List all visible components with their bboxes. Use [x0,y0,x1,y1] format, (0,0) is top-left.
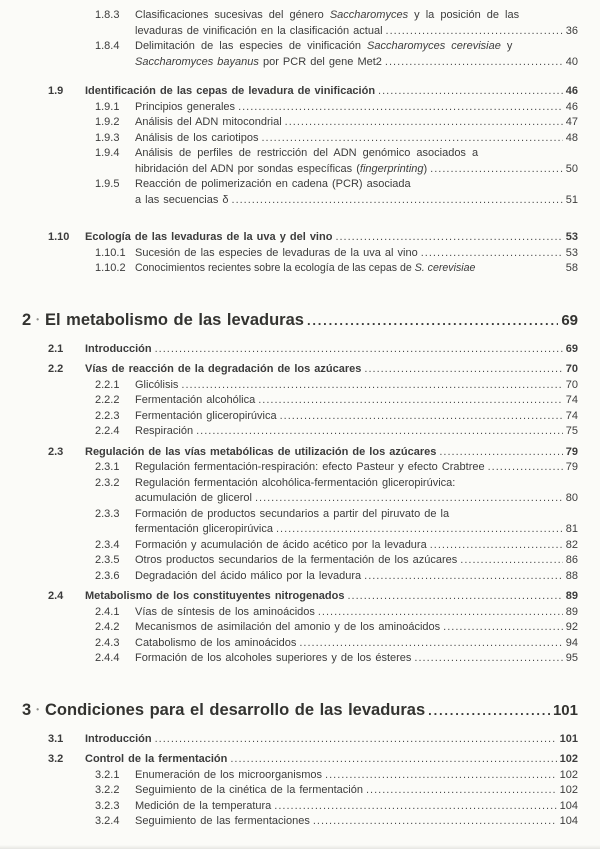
toc-entry-row [0,605,600,621]
entry-number: 1.9.1 [95,100,120,113]
page-number: 58 [565,262,578,274]
toc-entry-row [0,393,600,409]
toc-entry-row [0,342,600,358]
page-number: 40 [565,55,578,68]
toc-entry-row [0,553,600,569]
toc-entry-continuation-row [0,491,600,507]
page-number: 36 [565,24,578,37]
page-number: 50 [565,162,578,175]
dot-leader [488,460,563,476]
page-number: 102 [559,784,578,796]
toc-entry-row [0,84,600,100]
entry-number: 1.9.5 [95,178,120,190]
page-number: 47 [565,116,578,128]
toc-entry-2.2 [0,362,600,378]
toc-entry-1.8.3 [0,8,600,39]
toc-entry-continuation-row [0,522,600,538]
entry-title: levaduras de vinificación en la clasificación actual [135,24,383,37]
toc-entry-row [0,309,600,332]
entry-title: Introducción [85,732,152,745]
dot-leader [385,55,563,71]
entry-title: Delimitación de las especies de vinificación Saccharomyces cerevisiae y [135,40,513,52]
dot-leader [414,651,562,667]
toc-entry-row [0,460,600,476]
toc-entry-1.9.2 [0,115,600,131]
toc-entry-2.2.2 [0,393,600,409]
dot-leader [325,768,557,784]
toc-entry-3.2.1 [0,768,600,784]
toc-entry-2.4.4 [0,651,600,667]
page-number: 46 [565,100,578,113]
entry-title: Conocimientos recientes sobre la ecología de las cepas de S. cerevisiae [135,262,476,274]
entry-number: 2.2.2 [95,394,120,406]
toc-entry-row [0,8,600,24]
toc-entry-row [0,799,600,815]
toc-entry-row [0,409,600,425]
page-number: 80 [565,492,578,504]
toc-entry-row [0,589,600,605]
entry-title: Análisis de los cariotipos [135,131,259,144]
entry-number: 2.2.4 [95,425,120,437]
dot-leader [428,699,550,722]
toc-entry-row [0,768,600,784]
dot-leader [280,409,563,425]
entry-number: 2 [22,310,32,329]
dot-leader [335,230,562,246]
toc-entry-2.4.3 [0,636,600,652]
page-number: 51 [565,193,578,206]
toc-entry-row [0,636,600,652]
entry-number: 2.2.1 [95,378,120,391]
entry-title: acumulación de glicerol [135,492,252,504]
toc-entry-row [0,39,600,55]
entry-number: 2.3.4 [95,538,120,551]
toc-entry-continuation-row [0,55,600,71]
toc-entry-row [0,569,600,585]
dot-leader [258,393,563,409]
dot-leader [386,24,563,40]
entry-title: Análisis de perfiles de restricción del ADN genómico asociados a [135,147,479,159]
chapter-bullet-icon: • [36,705,39,714]
toc-entry-2.4.1 [0,605,600,621]
entry-number: 1.10 [48,231,70,243]
entry-number: 1.9.3 [95,131,120,144]
chapter-bullet-icon: • [36,315,39,324]
toc-entry-2.2.4 [0,424,600,440]
dot-leader [238,100,563,116]
scan-bottom-edge [0,845,600,849]
toc-entry-2 [0,309,600,332]
toc-entry-row [0,752,600,768]
entry-title: Regulación de las vías metabólicas de utilización de los azúcares [85,445,437,458]
dot-leader [364,569,563,585]
entry-title: Vías de síntesis de los aminoácidos [135,605,315,618]
toc-entry-row [0,538,600,554]
entry-title: Formación y acumulación de ácido acético por la levadura [135,538,427,551]
toc-entry-2.3.5 [0,553,600,569]
entry-number: 1.10.2 [95,262,126,274]
entry-title: Reacción de polimerización en cadena (PCR) asociada [135,178,411,190]
entry-number: 1.9.4 [95,147,120,159]
dot-leader [443,620,563,636]
entry-title: Formación de productos secundarios a partir del piruvato de la [135,507,450,520]
entry-number: 3.2 [48,753,64,765]
entry-title: Introducción [85,342,152,355]
page-number: 70 [565,363,578,375]
page-number: 69 [565,342,578,355]
page-number: 102 [559,768,578,781]
toc-entry-2.4 [0,589,600,605]
toc-entry-row [0,261,600,277]
page-number: 104 [559,815,578,827]
dot-leader [313,814,557,830]
entry-title: Formación de los alcoholes superiores y de los ésteres [135,652,412,664]
dot-leader [196,424,563,440]
dot-leader [274,799,556,815]
page-number: 89 [565,590,578,602]
dot-leader [232,193,563,209]
entry-number: 2.4.3 [95,636,120,649]
toc-entry-row [0,476,600,492]
dot-leader [261,131,562,147]
toc-entry-row [0,131,600,147]
toc-entry-3.1 [0,732,600,748]
toc-entry-1.9.5 [0,177,600,208]
toc-entry-row [0,177,600,193]
entry-title: Seguimiento de las fermentaciones [135,815,310,827]
entry-number: 1.9.2 [95,116,120,128]
page-number: 75 [565,425,578,437]
dot-leader [230,752,556,768]
dot-leader [347,589,562,605]
entry-title: Principios generales [135,100,236,113]
page-number: 53 [565,246,578,259]
entry-number: 2.4.2 [95,621,120,633]
toc-entry-row [0,445,600,461]
page-number: 70 [565,378,578,391]
page-number: 102 [559,753,578,765]
dot-leader [318,605,563,621]
entry-number: 1.10.1 [95,246,126,259]
entry-title: Análisis del ADN mitocondrial [135,116,282,128]
page-number: 95 [565,652,578,664]
toc-entry-2.4.2 [0,620,600,636]
entry-title: Condiciones para el desarrollo de las levaduras [45,700,426,719]
toc-entry-1.9.1 [0,100,600,116]
toc-entry-1.9 [0,84,600,100]
toc-entry-2.3.1 [0,460,600,476]
entry-title: fermentación gliceropirúvica [135,523,273,535]
entry-title: Clasificaciones sucesivas del género Saccharomyces y la posición de las [135,9,520,21]
toc-entry-2.2.3 [0,409,600,425]
toc-entry-2.3.3 [0,507,600,538]
toc-entry-row [0,732,600,748]
page-number: 79 [565,461,578,473]
entry-title: Respiración [135,425,194,437]
page-number: 94 [565,636,578,649]
toc-entry-continuation-row [0,162,600,178]
dot-leader [439,445,562,461]
dot-leader [478,261,562,277]
toc-entry-3.2.4 [0,814,600,830]
dot-leader [276,522,563,538]
entry-title: Regulación fermentación alcohólica-fermentación gliceropirúvica: [135,476,456,489]
toc-entry-1.10.1 [0,246,600,262]
dot-leader [155,342,563,358]
entry-title: Enumeración de los microorganismos [135,768,323,781]
entry-title: Sucesión de las especies de levaduras de la uva al vino [135,246,418,259]
entry-title: Metabolismo de los constituyentes nitrogenados [85,590,345,602]
dot-leader [421,246,563,262]
entry-title: Fermentación alcohólica [135,394,256,406]
page-number: 48 [565,131,578,144]
entry-title: Otros productos secundarios de la fermentación de los azúcares [135,554,458,566]
entry-number: 2.2 [48,363,64,375]
entry-number: 2.3 [48,445,64,458]
entry-number: 1.8.3 [95,9,120,21]
toc-entry-continuation-row [0,24,600,40]
toc-entry-1.10 [0,230,600,246]
toc-entry-2.3.4 [0,538,600,554]
dot-leader [430,162,563,178]
entry-title: Saccharomyces bayanus por PCR del gene Met2 [135,55,382,68]
toc-entry-2.1 [0,342,600,358]
page-number: 101 [559,732,578,745]
page-number: 82 [565,538,578,551]
entry-title: Ecología de las levaduras de la uva y del vino [85,231,333,243]
entry-number: 2.3.5 [95,554,120,566]
entry-title: a las secuencias δ [135,193,229,206]
toc-entry-3 [0,699,600,722]
toc-entry-row [0,246,600,262]
page-number: 53 [565,231,578,243]
entry-title: El metabolismo de las levaduras [45,310,304,329]
toc-entry-row [0,378,600,394]
dot-leader [255,491,563,507]
table-of-contents [0,8,600,830]
toc-entry-row [0,699,600,722]
entry-title: Vías de reacción de la degradación de los azúcares [85,363,362,375]
toc-entry-row [0,424,600,440]
entry-number: 1.8.4 [95,40,120,52]
dot-leader [364,362,562,378]
toc-entry-3.2.2 [0,783,600,799]
toc-entry-continuation-row [0,193,600,209]
toc-entry-2.3.2 [0,476,600,507]
page-number: 89 [565,605,578,618]
page-number: 79 [565,445,578,458]
entry-title: Fermentación gliceropirúvica [135,409,277,422]
toc-entry-1.10.2 [0,261,600,277]
toc-entry-row [0,783,600,799]
entry-title: Medición de la temperatura [135,799,272,812]
dot-leader [460,553,562,569]
page-number: 101 [552,701,578,719]
toc-entry-2.3 [0,445,600,461]
entry-title: Catabolismo de los aminoácidos [135,636,297,649]
toc-entry-row [0,620,600,636]
dot-leader [155,732,557,748]
dot-leader [378,84,563,100]
toc-entry-1.9.3 [0,131,600,147]
entry-title: Regulación fermentación-respiración: efecto Pasteur y efecto Crabtree [135,461,485,473]
page-number: 92 [565,621,578,633]
dot-leader [285,115,563,131]
page-number: 74 [565,394,578,406]
entry-number: 3.2.4 [95,815,120,827]
entry-number: 3.2.2 [95,784,120,796]
entry-title: hibridación del ADN por sondas específicas (fingerprinting) [135,162,428,175]
page-number: 74 [565,409,578,422]
page-number: 69 [561,311,578,329]
toc-entry-1.9.4 [0,146,600,177]
toc-entry-row [0,115,600,131]
entry-number: 2.4.4 [95,652,120,664]
entry-number: 2.4 [48,590,64,602]
entry-number: 2.3.2 [95,476,120,489]
entry-number: 2.4.1 [95,605,120,618]
toc-entry-row [0,230,600,246]
dot-leader [181,378,562,394]
toc-entry-2.2.1 [0,378,600,394]
entry-number: 2.1 [48,342,64,355]
entry-number: 3.2.3 [95,799,120,812]
entry-number: 3.1 [48,732,64,745]
page-number: 46 [565,85,578,97]
entry-number: 2.2.3 [95,409,120,422]
toc-entry-row [0,814,600,830]
cutoff-dot-leader [85,0,578,5]
entry-number: 3.2.1 [95,768,120,781]
dot-leader [299,636,562,652]
entry-number: 2.3.6 [95,569,120,582]
entry-title: Mecanismos de asimilación del amonio y de los aminoácidos [135,621,441,633]
toc-entry-row [0,507,600,523]
entry-title: Glicólisis [135,378,179,391]
toc-entry-3.2 [0,752,600,768]
toc-entry-3.2.3 [0,799,600,815]
toc-entry-row [0,651,600,667]
entry-number: 3 [22,700,32,719]
page-number: 88 [565,569,578,582]
entry-title: Control de la fermentación [85,753,228,765]
dot-leader [307,309,558,332]
entry-title: Degradación del ácido málico por la levadura [135,569,362,582]
entry-number: 2.3.3 [95,507,120,520]
toc-entry-1.8.4 [0,39,600,70]
toc-entry-row [0,100,600,116]
entry-title: Seguimiento de la cinética de la fermentación [135,784,363,796]
entry-number: 1.9 [48,85,64,97]
page-number: 86 [565,554,578,566]
toc-entry-row [0,146,600,162]
page-number: 81 [565,523,578,535]
page-number: 104 [559,799,578,812]
dot-leader [430,538,563,554]
toc-entry-row [0,362,600,378]
toc-entry-2.3.6 [0,569,600,585]
dot-leader [366,783,557,799]
entry-number: 2.3.1 [95,461,120,473]
entry-title: Identificación de las cepas de levadura de vinificación [85,85,376,97]
